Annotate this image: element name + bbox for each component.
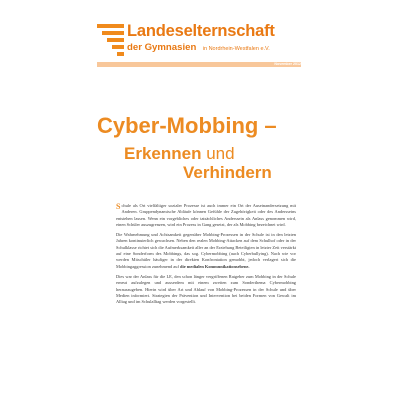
body-text (116, 203, 296, 309)
document-subtitle-line2: Verhindern (183, 163, 272, 182)
document-subtitle-line1 (124, 144, 235, 164)
org-header (97, 22, 301, 64)
subtitle-connector: und (201, 144, 235, 163)
org-subtitle (127, 40, 301, 55)
org-title-block (127, 22, 301, 55)
org-subtitle-bold: der Gymnasien (127, 42, 197, 53)
org-name: Landeselternschaft (127, 22, 275, 40)
paragraph-2-text: Die Wahrnehmung und Achtsamkeit gegenüber Mobbing-Prozessen in der Schule ist in den letzten Jahren kontinuierlich gewachsen. Neben den realen Mobbing-Attacken auf dem Schulhof oder in der Schulklasse richtet sich die Aufmerksamkeit aller an der Erziehung Beteiligten in letzter Zeit verstärkt auf eine Sonderform des Mobbings, das sog. Cybermobbing (auch Cyberbullying). Nach wie vor werden Mitschüler häufiger in der direkten Konfrontation gemobbt, jedoch verlagert sich die Mobbingaggression zunehmend auf (116, 232, 296, 269)
paragraph-3: Dies war der Anlass für die LE, den schon länger vergriffenen Ratgeber zum Mobbing in der Schule erneut aufzulegen und ausserdem mit einem zweiten zum Sonderthema Cybermobbing herauszugeben. Hierin wird über Art und Ablauf von Mobbing-Prozessen in der Schule und über Medien informiert. Strategien der Prävention und Intervention bei beiden Formen von Gewalt im Alltag und im Schulalltag werden vorgestellt. (116, 273, 296, 305)
drop-cap: S (116, 202, 121, 211)
issue-date: November 2012 (274, 62, 301, 66)
paragraph-2 (116, 232, 296, 270)
org-subtitle-small: in Nordrhein-Westfalen e.V. (202, 46, 270, 52)
paragraph-2-highlight: die medialen Kommunikationsebene. (180, 263, 250, 269)
logo-graphic (97, 24, 125, 60)
subtitle-bold: Erkennen (124, 144, 202, 163)
paragraph-1-text: chule als Ort vielfältiger sozialer Prozesse ist auch immer ein Ort der Auseinandersetzung mit Anderen. Gruppendynamische Abläufe können Gefühle der Zugehörigkeit oder des Andersseins entstehen lassen. Wenn ein vorgebliches oder tatsächliches Anderssein als Anlass genommen wird, einen Schüler auszugrenzen, wird ein Prozess in Gang gesetzt, der als Mobbing bezeichnet wird. (116, 203, 296, 227)
document-title: Cyber-Mobbing – (97, 113, 277, 138)
paragraph-1 (116, 203, 296, 228)
header-rule (97, 62, 301, 67)
